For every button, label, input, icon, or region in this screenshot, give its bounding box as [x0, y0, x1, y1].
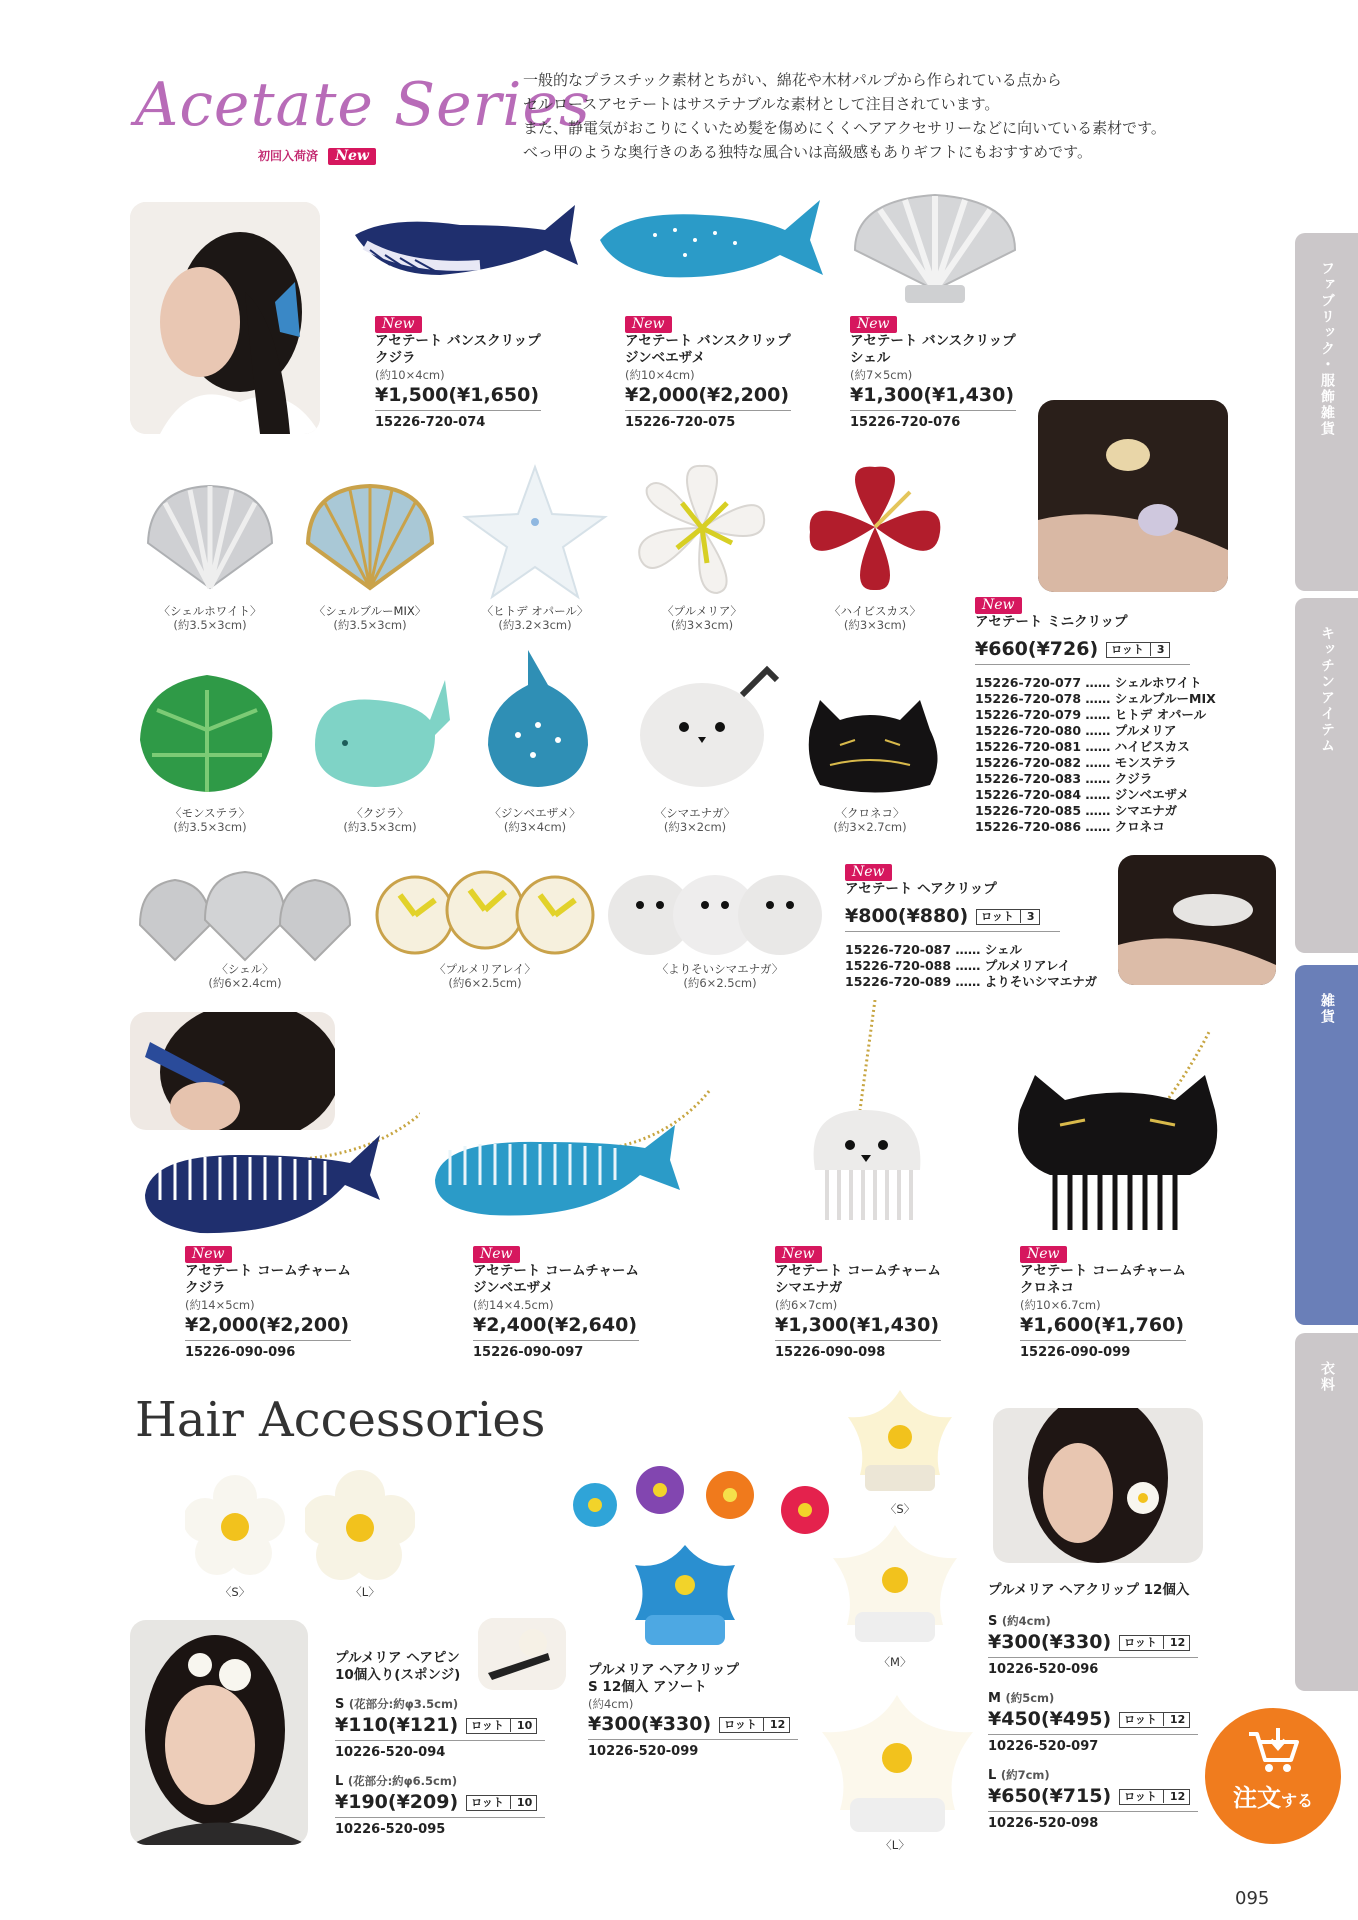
whale-banz-clip-image	[350, 195, 580, 290]
pin-s-label: 〈S〉	[219, 1585, 251, 1599]
code-row: 15226-720-078 …… シェルブルーMIX	[975, 691, 1216, 706]
comb-long-tailed-tit-product: New アセテート コームチャーム シマエナガ (約6×7cm) ¥1,300(¥1,430) 15226-090-098	[775, 1246, 941, 1360]
code-row: 15226-720-083 …… クジラ	[975, 771, 1153, 786]
price: ¥1,300(¥1,430)	[775, 1313, 941, 1341]
mini-clip-starfish-opal-image	[460, 462, 610, 602]
banz-whale-product: New アセテート バンスクリップ クジラ (約10×4cm) ¥1,500(¥1,650) 15226-720-074	[375, 316, 541, 430]
claw-clip-12-product: プルメリア ヘアクリップ 12個入 S (約4cm) ¥300(¥330) ロット 12 10226-520-096 M (約5cm) ¥450(¥495) ロット 12 10226-520-097 L (約7cm) ¥650(¥715) ロット 12 10226-520-098	[988, 1582, 1198, 1832]
comb-black-cat-product: New アセテート コームチャーム クロネコ (約10×6.7cm) ¥1,600(¥1,760) 15226-090-099	[1020, 1246, 1186, 1360]
hairclip-caption: 〈プルメリアレイ〉 (約6×2.5cm)	[434, 962, 536, 990]
price: ¥300(¥330) ロット 12	[588, 1712, 798, 1740]
comb-whale-shark-product: New アセテート コームチャーム ジンベエザメ (約14×4.5cm) ¥2,400(¥2,640) 15226-090-097	[473, 1246, 639, 1360]
mini-clip-whale-image	[305, 665, 455, 795]
new-badge: New	[473, 1246, 520, 1263]
series-title: Acetate Series	[135, 70, 591, 140]
tab-kitchen[interactable]: キッチンアイテム	[1295, 598, 1358, 953]
lot-badge: ロット 12	[719, 1717, 790, 1733]
price: ¥2,000(¥2,200)	[625, 383, 791, 411]
lot-badge: ロット 3	[1106, 642, 1169, 658]
mini-clip-plumeria-image	[632, 458, 772, 598]
mini-clip-black-cat-image	[800, 690, 950, 800]
product-code: 10226-520-096	[988, 1662, 1099, 1677]
mini-clip-monstera-image	[132, 670, 282, 798]
model-illustration	[130, 202, 320, 434]
mini-clip-shell-blue-mix-image	[300, 478, 440, 598]
hair-clip-code-list	[845, 942, 1097, 990]
comb-black-cat-image	[1010, 1030, 1230, 1235]
code-row: 15226-720-077 …… シェルホワイト	[975, 675, 1202, 690]
claw-l-label: 〈L〉	[880, 1838, 910, 1852]
code-row: 15226-720-085 …… シマエナガ	[975, 803, 1178, 818]
plumeria-claw-l-image	[815, 1690, 980, 1835]
product-code: 15226-090-096	[185, 1345, 296, 1360]
product-code: 10226-520-097	[988, 1739, 1099, 1754]
plumeria-pin-product: プルメリア ヘアピン 10個入り(スポンジ) S (花部分:約φ3.5cm) ¥110(¥121) ロット 10 10226-520-094 L (花部分:約φ6.5cm) ¥190(¥209) ロット 10 10226-520-095	[335, 1650, 545, 1838]
mini-clip-long-tailed-tit-image	[632, 665, 782, 795]
model-photo-mini-clip	[1038, 400, 1228, 592]
price: ¥450(¥495) ロット 12	[988, 1707, 1198, 1735]
intro-text: 一般的なプラスチック素材とちがい、綿花や木材パルプから作られている点から セルロースアセテートはサステナブルな素材として注目されています。 また、静電気がおこりにくいため髪を傷めにくくヘアアクセサリーなどに向いている素材です。 べっ甲のような奥行きのある独特な風合いは高級感もありギフトにもおすすめです。	[523, 71, 1166, 161]
price: ¥300(¥330) ロット 12	[988, 1630, 1198, 1658]
price: ¥1,500(¥1,650)	[375, 383, 541, 411]
code-row: 15226-720-086 …… クロネコ	[975, 819, 1165, 834]
new-badge: New	[850, 316, 897, 333]
code-row: 15226-720-088 …… プルメリアレイ	[845, 958, 1071, 973]
new-badge: New	[185, 1246, 232, 1263]
mini-caption: 〈ハイビスカス〉 (約3×3cm)	[829, 604, 921, 632]
code-row: 15226-720-079 …… ヒトデ オパール	[975, 707, 1207, 722]
plumeria-claw-s-image	[840, 1385, 960, 1495]
mini-clip-shell-white-image	[140, 478, 280, 598]
product-code: 10226-520-098	[988, 1816, 1099, 1831]
new-badge: New	[625, 316, 672, 333]
code-row: 15226-720-082 …… モンステラ	[975, 755, 1177, 770]
hair-clip-plumeria-lei-image	[370, 860, 600, 970]
product-code: 15226-090-098	[775, 1345, 886, 1360]
new-badge: New	[775, 1246, 822, 1263]
cart-icon	[1243, 1726, 1303, 1774]
lot-badge: ロット 10	[466, 1718, 537, 1734]
restock-note: 初回入荷済 New	[258, 147, 376, 165]
lot-badge: ロット 12	[1119, 1712, 1190, 1728]
mini-caption: 〈ヒトデ オパール〉 (約3.2×3cm)	[481, 604, 589, 632]
new-badge: New	[375, 316, 422, 333]
price: ¥650(¥715) ロット 12	[988, 1784, 1198, 1812]
code-row: 15226-720-087 …… シェル	[845, 942, 1023, 957]
plumeria-pin-s-image	[185, 1475, 285, 1575]
price: ¥190(¥209) ロット 10	[335, 1790, 545, 1818]
order-button[interactable]: 注文する	[1205, 1708, 1341, 1844]
whale-shark-banz-clip-image	[595, 195, 825, 290]
claw-m-label: 〈M〉	[878, 1655, 912, 1669]
mini-caption: 〈ジンベエザメ〉 (約3×4cm)	[489, 806, 581, 834]
hairclip-caption: 〈よりそいシマエナガ〉 (約6×2.5cm)	[656, 962, 784, 990]
code-row: 15226-720-084 …… ジンベエザメ	[975, 787, 1189, 802]
comb-long-tailed-tit-image	[805, 1000, 935, 1225]
mini-clip-hibiscus-image	[805, 462, 945, 592]
new-badge: New	[975, 597, 1022, 614]
price: ¥660(¥726) ロット 3	[975, 637, 1190, 665]
banz-whale-shark-product: New アセテート バンスクリップ ジンベエザメ (約10×4cm) ¥2,000(¥2,200) 15226-720-075	[625, 316, 791, 430]
hair-accessories-title: Hair Accessories	[135, 1392, 546, 1448]
comb-whale-product: New アセテート コームチャーム クジラ (約14×5cm) ¥2,000(¥2,200) 15226-090-096	[185, 1246, 351, 1360]
page-number: 095	[1235, 1888, 1270, 1909]
code-row: 15226-720-080 …… プルメリア	[975, 723, 1177, 738]
pin-l-label: 〈L〉	[350, 1585, 380, 1599]
new-badge: New	[845, 864, 892, 881]
model-photo-plumeria-pin	[130, 1620, 308, 1845]
shell-banz-clip-image	[845, 190, 1025, 308]
lot-badge: ロット 10	[466, 1795, 537, 1811]
product-code: 15226-720-075	[625, 415, 736, 430]
tab-clothing[interactable]: 衣料	[1295, 1333, 1358, 1691]
price: ¥110(¥121) ロット 10	[335, 1713, 545, 1741]
mini-caption: 〈クジラ〉 (約3.5×3cm)	[343, 806, 417, 834]
price: ¥800(¥880) ロット 3	[845, 904, 1060, 932]
mini-caption: 〈モンステラ〉 (約3.5×3cm)	[170, 806, 250, 834]
price: ¥2,000(¥2,200)	[185, 1313, 351, 1341]
mini-caption: 〈クロネコ〉 (約3×2.7cm)	[833, 806, 907, 834]
price: ¥1,600(¥1,760)	[1020, 1313, 1186, 1341]
product-code: 15226-720-074	[375, 415, 486, 430]
mini-clip-code-list	[975, 675, 1216, 835]
model-photo-whale-clip	[130, 202, 320, 434]
price: ¥2,400(¥2,640)	[473, 1313, 639, 1341]
mini-clip-product: New アセテート ミニクリップ ¥660(¥726) ロット 3	[975, 597, 1190, 665]
product-code: 15226-090-099	[1020, 1345, 1131, 1360]
assort-mini-clips-image	[565, 1460, 855, 1550]
tab-goods[interactable]: 雑貨	[1295, 965, 1358, 1325]
hairclip-caption: 〈シェル〉 (約6×2.4cm)	[208, 962, 282, 990]
banz-shell-product: New アセテート バンスクリップ シェル (約7×5cm) ¥1,300(¥1,430) 15226-720-076	[850, 316, 1016, 430]
assort-clip-product: プルメリア ヘアクリップ S 12個入 アソート (約4cm) ¥300(¥330) ロット 12 10226-520-099	[588, 1662, 798, 1760]
code-row: 15226-720-089 …… よりそいシマエナガ	[845, 974, 1098, 989]
plumeria-pin-l-image	[305, 1470, 415, 1580]
lot-badge: ロット 3	[976, 909, 1039, 925]
hair-clip-long-tailed-tits-image	[605, 860, 825, 960]
mini-caption: 〈プルメリア〉 (約3×3cm)	[662, 604, 742, 632]
lot-badge: ロット 12	[1119, 1635, 1190, 1651]
tab-fabric[interactable]: ファブリック・服飾雑貨	[1295, 233, 1358, 591]
mini-caption: 〈シェルホワイト〉 (約3.5×3cm)	[158, 604, 262, 632]
claw-s-label: 〈S〉	[884, 1502, 916, 1516]
hair-clip-product: New アセテート ヘアクリップ ¥800(¥880) ロット 3	[845, 864, 1060, 932]
product-code: 15226-720-076	[850, 415, 961, 430]
model-photo-claw-clip	[993, 1408, 1203, 1563]
new-badge: New	[1020, 1246, 1067, 1263]
comb-whale-shark-image	[430, 1080, 720, 1230]
plumeria-claw-m-image	[825, 1520, 965, 1645]
lot-badge: ロット 12	[1119, 1789, 1190, 1805]
product-code: 10226-520-094	[335, 1745, 446, 1760]
mini-caption: 〈シマエナガ〉 (約3×2cm)	[654, 806, 736, 834]
code-row: 15226-720-081 …… ハイビスカス	[975, 739, 1190, 754]
product-code: 10226-520-099	[588, 1744, 699, 1759]
assort-blue-clip-image	[625, 1540, 745, 1650]
mini-clip-whale-shark-image	[478, 645, 598, 795]
comb-whale-image	[140, 1075, 420, 1235]
price: ¥1,300(¥1,430)	[850, 383, 1016, 411]
model-photo-hair-clip	[1118, 855, 1276, 985]
mini-caption: 〈シェルブルーMIX〉 (約3.5×3cm)	[313, 604, 427, 632]
hair-clip-shell-image	[135, 870, 355, 970]
product-code: 15226-090-097	[473, 1345, 584, 1360]
new-badge: New	[328, 148, 376, 165]
product-code: 10226-520-095	[335, 1822, 446, 1837]
